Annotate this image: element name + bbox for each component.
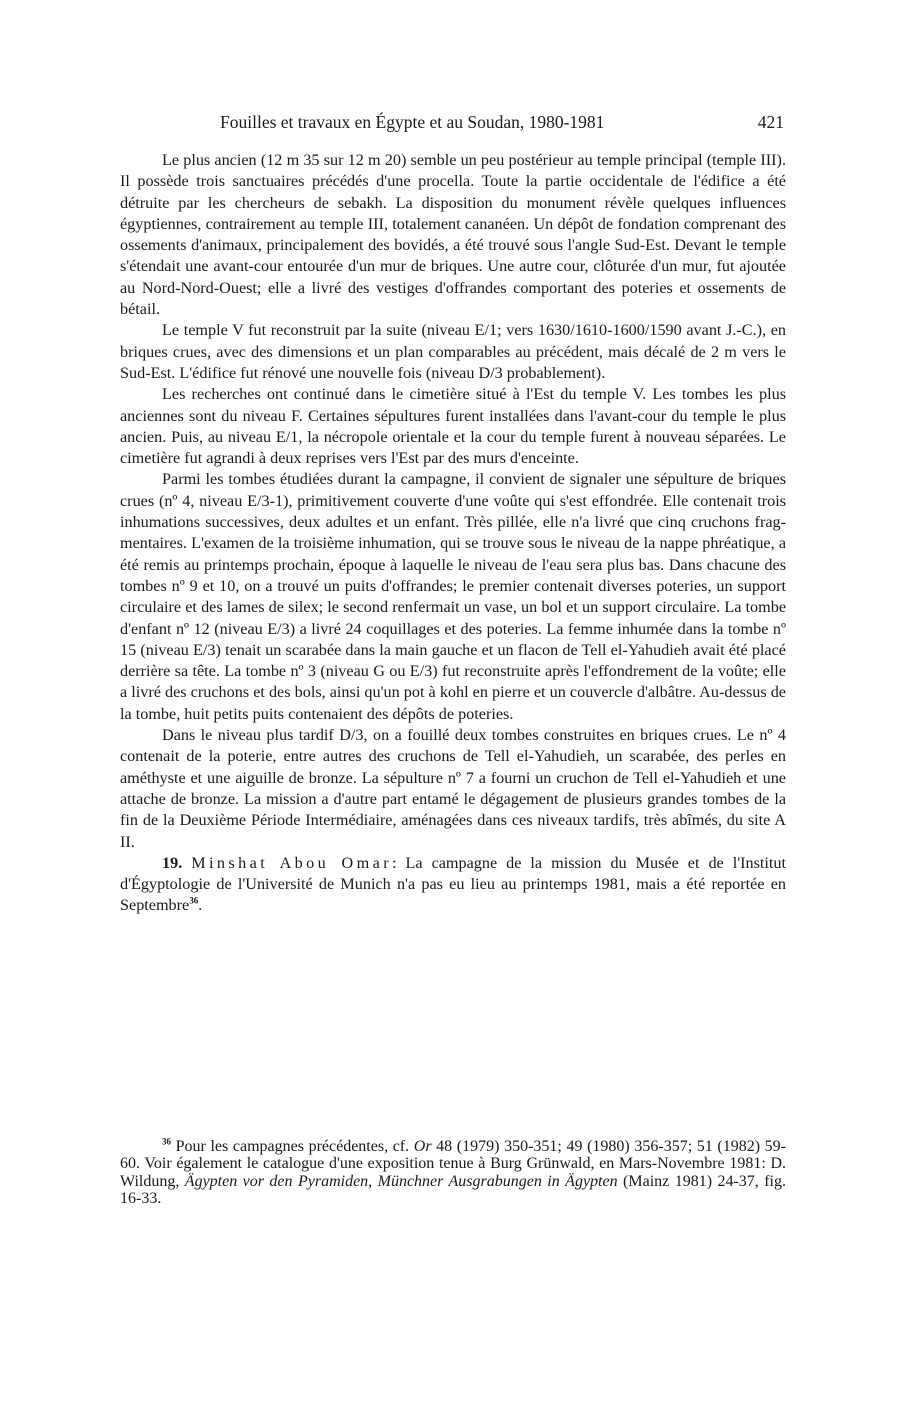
page-number: 421: [757, 112, 784, 132]
paragraph-temple-v: Le temple V fut reconstruit par la suite (niveau E/1; vers 1630/1610-1600/1590 avant J.-C.), en briques crues, avec des dimensions et un plan comparables au précédent, mais décalé de 2 m vers le Sud-Est. L'édifice fut rénové une nouvelle fois (niveau D/3 probablement).: [120, 321, 786, 382]
footnotes: [120, 1138, 786, 1208]
journal-abbrev: Or: [413, 1138, 432, 1155]
footnote-text-b: 48 (1979) 350-351; 49 (1980) 356-357; 51 (1982) 59-60. Voir également le catalogue d'une exposition tenue à Burg Grünwald, en Mars-Novembre 1981: D. Wildung,: [120, 1138, 787, 1190]
paragraph-cemetery: Les recherches ont continué dans le cimetière situé à l'Est du temple V. Les tombes les plus anciennes sont du niveau F. Certaines sépultures furent installées dans l'avant-cour du temple le plus ancien. Puis, au niveau E/1, la nécropole orientale et la cour du temple furent à nouveau séparées. Le cimetière fut agrandi à deux reprises vers l'Est par des murs d'enceinte.: [120, 385, 786, 468]
book-title: Ägypten vor den Pyramiden, Münchner Ausgrabungen in Ägypten: [184, 1172, 618, 1190]
running-header: [120, 112, 788, 138]
main-text: [120, 150, 786, 917]
paragraph-end: .: [198, 896, 203, 915]
footnote-36: [120, 1138, 786, 1208]
footnote-text-c: (Mainz 1981) 24-37, fig. 16-33.: [120, 1172, 787, 1208]
paragraph-minshat-text: : La campagne de la mission du Musée et de l'Institut d'Égyptologie de l'Université de Munich n'a pas eu lieu au printemps 1981, mais a été reportée en Septembre: [120, 853, 787, 915]
footnote-marker: 36: [162, 1136, 171, 1147]
paragraph-temple-oldest: Le plus ancien (12 m 35 sur 12 m 20) semble un peu postérieur au temple principal (temple III). Il possède trois sanctuaires précédés d'une procella. Toute la partie occidentale de l'édifice a été détruite par les chercheurs de sebakh. La disposition du monument révèle quelques influences égyptiennes, contrairement au temple III, totalement cananéen. Un dépôt de fondation comprenant des ossements d'animaux, principalement des bovidés, a été trouvé sous l'angle Sud-Est. Devant le temple s'étendait une avant-cour entourée d'un mur de briques. Une autre cour, clôturée d'un mur, fut ajoutée au Nord-Nord-Ouest; elle a livré des vestiges d'offrandes comportant des poteries et ossements de bétail.: [120, 151, 786, 319]
site-name: Minshat Abou Omar: [191, 853, 393, 872]
footnote-reference[interactable]: 36: [189, 896, 199, 906]
footnote-text-a: Pour les campagnes précédentes, cf.: [171, 1138, 414, 1155]
section-number: 19.: [162, 853, 183, 872]
paragraph-tombs: Parmi les tombes étudiées durant la campagne, il convient de signaler une sépulture de briques crues (nº 4, niveau E/3-1), primitivement couverte d'une voûte qui s'est effondrée. Elle contenait trois inhumations successives, deux adultes et un enfant. Très pillée, elle n'a livré que cinq cruchons fragmentaires. L'examen de la troisième inhumation, qui se trouve sous le niveau de la nappe phréatique, a été remis au printemps prochain, époque à laquelle le niveau de l'eau sera plus bas. Dans chacune des tombes nº 9 et 10, on a trouvé un puits d'offrandes; le premier contenait diverses poteries, un support circulaire et des lames de silex; le second renfermait un vase, un bol et un support circulaire. La tombe d'enfant nº 12 (niveau E/3) a livré 24 coquillages et des poteries. La femme inhumée dans la tombe nº 15 (niveau E/3) tenait un scarabée dans la main gauche et un flacon de Tell el-Yahudieh avait été placé derrière sa tête. La tombe nº 3 (niveau G ou E/3) fut reconstruite après l'effondrement de la voûte; elle a livré des cruchons et des bols, ainsi qu'un pot à kohl en pierre et un couvercle d'albâtre. Au-dessus de la tombe, huit petits puits contenaient des dépôts de poteries.: [120, 470, 786, 723]
running-title: Fouilles et travaux en Égypte et au Soudan, 1980-1981: [220, 112, 605, 132]
paragraph-late-level: Dans le niveau plus tardif D/3, on a fouillé deux tombes construites en briques crues. Le nº 4 contenait de la poterie, entre autres des cruchons de Tell el-Yahudieh, un scarabée, des perles en améthyste et une aiguille de bronze. La sépulture nº 7 a fourni un cruchon de Tell el-Yahudieh et une attache de bronze. La mission a d'autre part entamé le dégagement de plusieurs grandes tombes de la fin de la Deuxième Période Intermédiaire, aménagées dans ces niveaux tardifs, très abîmés, du site A II.: [120, 726, 786, 851]
paragraph-minshat-abou-omar: [120, 853, 786, 917]
